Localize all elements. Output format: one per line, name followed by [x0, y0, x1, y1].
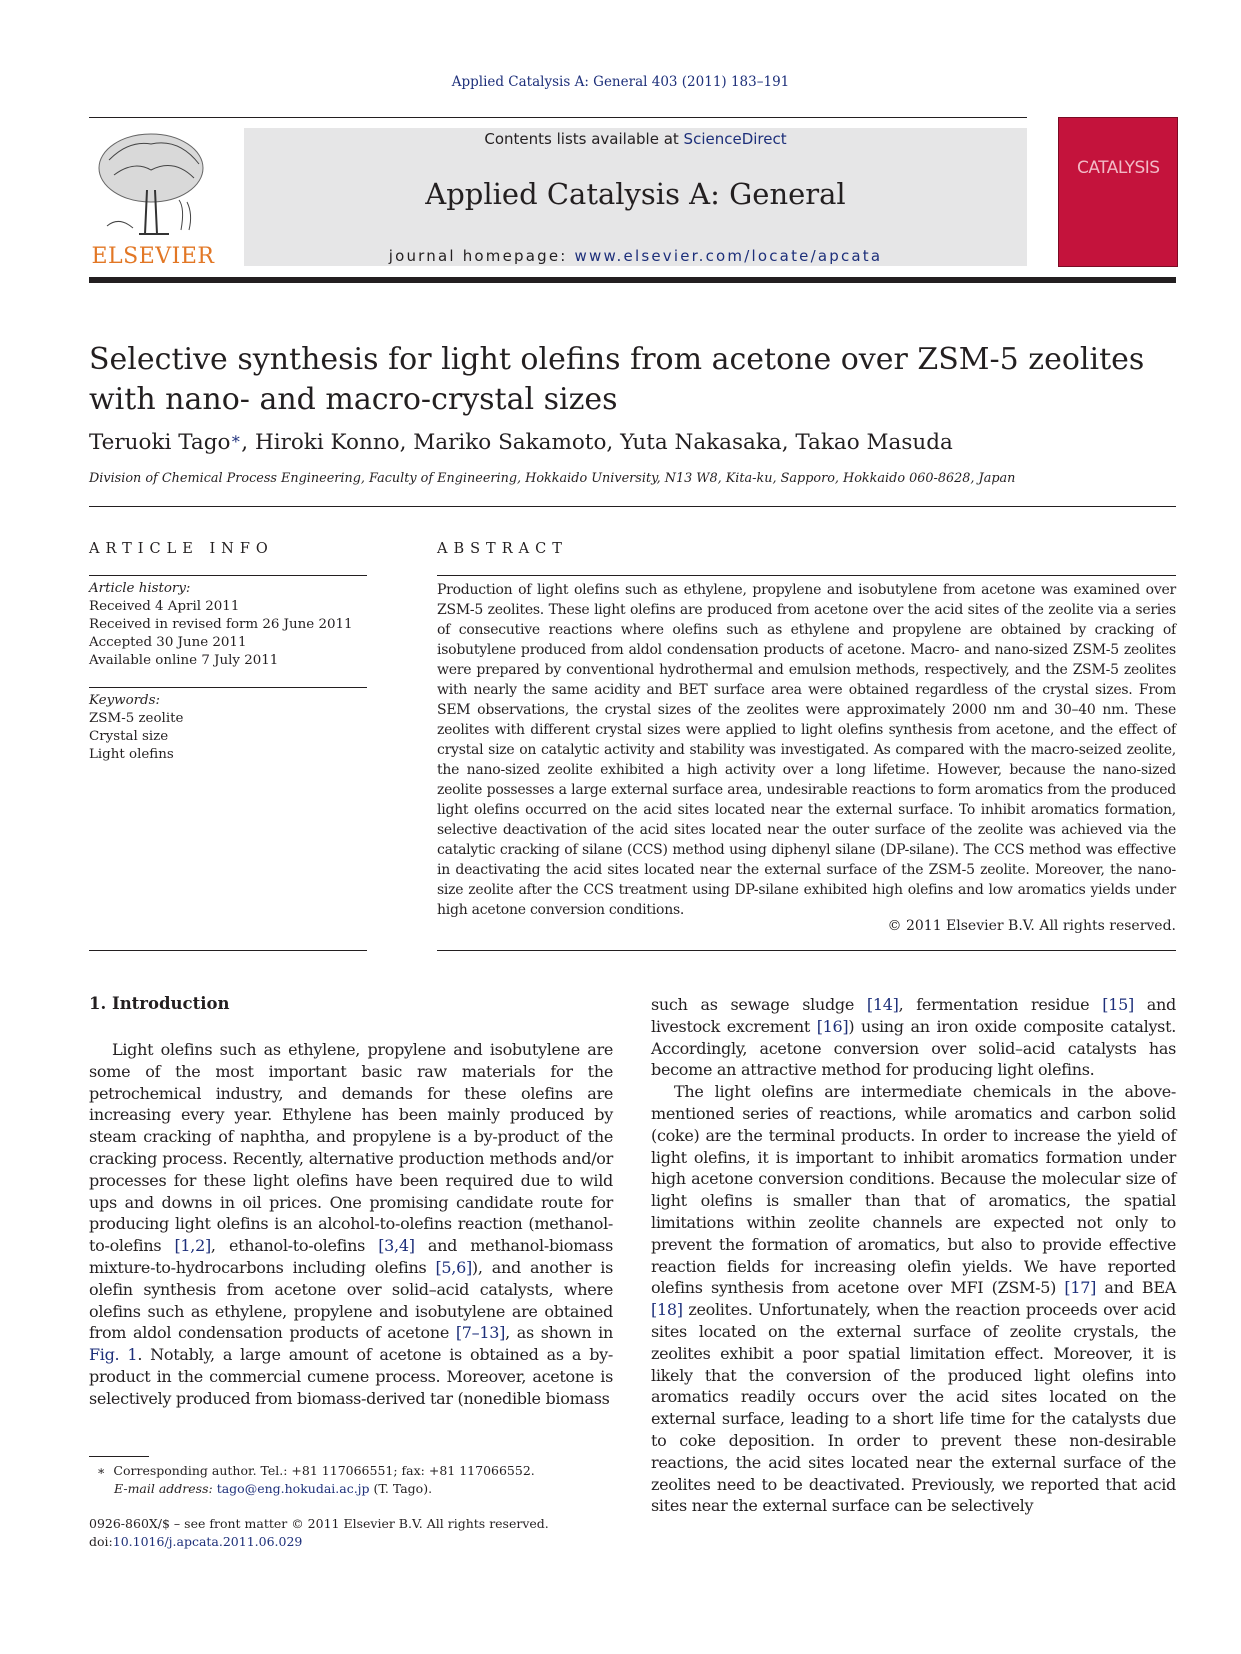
body-text: The light olefins are intermediate chemicals in the above-mentioned series of reactions, while aromatics and carbon solid (coke) are the terminal products. In order to increase the yield of light olefins, it is important to inhibit aromatics formation under high acetone conversion conditions. Because the molecular size of light olefins is smaller than that of aromatics, the spatial limitations within zeolite channels are expected not only to prevent the formation of aromatics, but also to provide effective reaction fields for increasing olefin yields. We have reported olefins synthesis from acetone over MFI (ZSM-5)	[651, 1082, 1176, 1298]
article-info-heading: ARTICLE INFO	[89, 541, 274, 557]
article-history	[89, 580, 367, 670]
keyword: ZSM-5 zeolite	[89, 711, 184, 726]
abstract-rule	[437, 575, 1176, 576]
footnote-marker: ∗	[96, 1463, 106, 1478]
abstract-rule	[437, 950, 1176, 951]
email-suffix: (T. Tago).	[369, 1481, 433, 1496]
reference-link[interactable]: [15]	[1102, 995, 1134, 1014]
journal-citation[interactable]: Applied Catalysis A: General 403 (2011) 183–191	[451, 74, 790, 90]
reference-link[interactable]: [16]	[816, 1016, 849, 1036]
footnote-rule	[89, 1456, 149, 1457]
journal-name: Applied Catalysis A: General	[425, 177, 846, 211]
header-rule	[89, 117, 1027, 118]
reference-link[interactable]: [14]	[866, 995, 899, 1014]
author-name: Hiroki Konno	[254, 430, 400, 455]
journal-cover-thumbnail	[1058, 117, 1178, 267]
body-text: zeolites. Unfortunately, when the reaction proceeds over acid sites located on the external surface of zeolite crystals, the zeolites exhibit a poor spatial limitation effect. Moreover, it is likely that the conversion of the produced light olefins into aromatics readily occurs over the acid sites located on the external surface, leading to a short life time for the catalysts due to coke deposition. In order to prevent these non-desirable reactions, the acid sites located near the external surface of the zeolites need to be deactivated. Previously, we reported that acid sites near the external surface can be selectively	[651, 1300, 1176, 1516]
article-info-rule	[89, 950, 367, 951]
keyword: Crystal size	[89, 729, 169, 744]
body-text: ) using an iron oxide composite catalyst. Accordingly, acetone conversion over solid–acid catalysts has become an attractive method for producing light olefins.	[651, 1016, 1177, 1080]
history-label: Article history:	[89, 581, 191, 596]
homepage-link[interactable]: www.elsevier.com/locate/apcata	[574, 247, 883, 265]
email-label: E-mail address:	[114, 1481, 217, 1496]
author-name: Takao Masuda	[795, 430, 953, 455]
body-text: ), and another is olefin synthesis from acetone over solid–acid catalysts, where olefins such as ethylene, propylene and isobutylene are obtained from aldol condensation products of acetone	[89, 1257, 614, 1343]
article-info-rule	[89, 575, 367, 576]
body-column-left	[89, 1039, 613, 1410]
reference-link[interactable]: Fig. 1	[89, 1345, 138, 1365]
history-item: Accepted 30 June 2011	[89, 635, 247, 650]
article-title: Selective synthesis for light olefins from acetone over ZSM-5 zeolites with nano- and macro-crystal sizes	[89, 342, 1145, 417]
footnote-contact: Corresponding author. Tel.: +81 117066551; fax: +81 117066552.	[113, 1463, 535, 1478]
homepage-prefix: journal homepage:	[388, 247, 575, 265]
body-text: . Notably, a large amount of acetone is obtained as a by-product in the commercial cumene process. Moreover, acetone is selectively produced from biomass-derived tar (nonedible biomass	[89, 1345, 613, 1408]
author-name: Yuta Nakasaka	[620, 430, 782, 455]
author-name: Teruoki Tago	[89, 430, 231, 455]
keyword: Light olefins	[89, 747, 174, 762]
sciencedirect-link[interactable]: ScienceDirect	[683, 130, 787, 148]
doi-link[interactable]: 10.1016/j.apcata.2011.06.029	[112, 1534, 303, 1549]
body-paragraph	[651, 994, 1176, 1081]
body-paragraph	[651, 1081, 1176, 1517]
journal-homepage	[244, 247, 1027, 265]
abstract-copyright: © 2011 Elsevier B.V. All rights reserved.	[887, 918, 1176, 934]
author-name: Mariko Sakamoto	[413, 430, 607, 455]
reference-link[interactable]: [5,6]	[435, 1257, 472, 1277]
body-text: , as shown in	[505, 1323, 613, 1343]
doi-prefix: doi:	[89, 1534, 113, 1549]
history-item: Available online 7 July 2011	[89, 653, 279, 668]
body-text: and BEA	[1096, 1278, 1177, 1298]
body-text: and livestock excrement	[651, 995, 1176, 1036]
contents-prefix: Contents lists available at	[484, 130, 684, 148]
author-list: Teruoki Tago∗, Hiroki Konno, Mariko Sakamoto, Yuta Nakasaka, Takao Masuda	[89, 429, 953, 455]
affiliation: Division of Chemical Process Engineering, Faculty of Engineering, Hokkaido University, N13 W8, Kita-ku, Sapporo, Hokkaido 060-8628, Japan	[89, 471, 1016, 486]
article-info-rule	[89, 687, 367, 688]
body-text: , ethanol-to-olefins	[210, 1236, 379, 1256]
reference-link[interactable]: [17]	[1064, 1278, 1097, 1298]
body-text: such as sewage sludge	[651, 995, 867, 1014]
keywords	[89, 692, 367, 764]
email-link[interactable]: tago@eng.hokudai.ac.jp	[216, 1481, 370, 1496]
history-item: Received 4 April 2011	[89, 599, 240, 614]
body-text: , fermentation residue	[898, 995, 1103, 1014]
reference-link[interactable]: [1,2]	[174, 1236, 211, 1256]
elsevier-wordmark: ELSEVIER	[91, 244, 215, 269]
front-matter	[89, 1515, 649, 1551]
history-item: Received in revised form 26 June 2011	[89, 617, 353, 632]
body-text: Light olefins such as ethylene, propylene and isobutylene are some of the most important basic raw materials for the petrochemical industry, and demands for these olefins are increasing every year. Ethylene has been mainly produced by steam cracking of naphtha, and propylene is a by-product of the cracking process. Recently, alternative production methods and/or processes for these light olefins have been required due to wild ups and downs in oil prices. One promising candidate route for producing light olefins is an alcohol-to-olefins reaction (methanol-to-olefins	[89, 1040, 613, 1256]
corresponding-author-footnote	[89, 1462, 629, 1498]
contents-line	[244, 130, 1027, 148]
abstract-text: Production of light olefins such as ethylene, propylene and isobutylene from acetone was examined over ZSM-5 zeolites. These light olefins are produced from acetone over the acid sites of the zeolite via a series of consecutive reactions where olefins such as ethylene and propylene are obtained by cracking of isobutylene produced from aldol condensation products of acetone. Macro- and nano-sized ZSM-5 zeolites were prepared by conventional hydrothermal and emulsion methods, respectively, and the ZSM-5 zeolites with nearly the same acidity and BET surface area were obtained regardless of the crystal sizes. From SEM observations, the crystal sizes of the zeolites were approximately 2000 nm and 30–40 nm. These zeolites with different crystal sizes were applied to light olefins synthesis from acetone, and the effect of crystal size on catalytic activity and stability was investigated. As compared with the macro-seized zeolite, the nano-sized zeolite exhibited a high activity over a long lifetime. However, because the nano-sized zeolite possesses a large external surface area, undesirable reactions to form aromatics from the produced light olefins occurred on the acid sites located near the external surface. To inhibit aromatics formation, selective deactivation of the acid sites located near the outer surface of the zeolite was achieved via the catalytic cracking of silane (CCS) method using diphenyl silane (DP-silane). The CCS method was effective in deactivating the acid sites located near the external surface of the ZSM-5 zeolite. Moreover, the nano-size zeolite after the CCS treatment using DP-silane exhibited high olefins and low aromatics yields under high acetone conversion conditions.	[437, 582, 1176, 918]
section-heading-introduction: 1. Introduction	[89, 994, 230, 1013]
body-text: and methanol-biomass mixture-to-hydrocarbons including olefins	[89, 1236, 614, 1277]
header-thick-rule	[89, 277, 1176, 283]
cover-title: CATALYSIS	[1077, 158, 1160, 178]
reference-link[interactable]: [18]	[651, 1300, 683, 1320]
section-rule	[89, 506, 1176, 507]
reference-link[interactable]: [7–13]	[455, 1323, 506, 1343]
keywords-label: Keywords:	[89, 693, 161, 708]
reference-link[interactable]: [3,4]	[378, 1236, 415, 1256]
body-column-right	[651, 994, 1176, 1517]
abstract-heading: ABSTRACT	[437, 541, 568, 557]
issn-line: 0926-860X/$ – see front matter © 2011 Elsevier B.V. All rights reserved.	[89, 1516, 549, 1531]
corresponding-author-marker[interactable]: ∗	[230, 429, 242, 448]
